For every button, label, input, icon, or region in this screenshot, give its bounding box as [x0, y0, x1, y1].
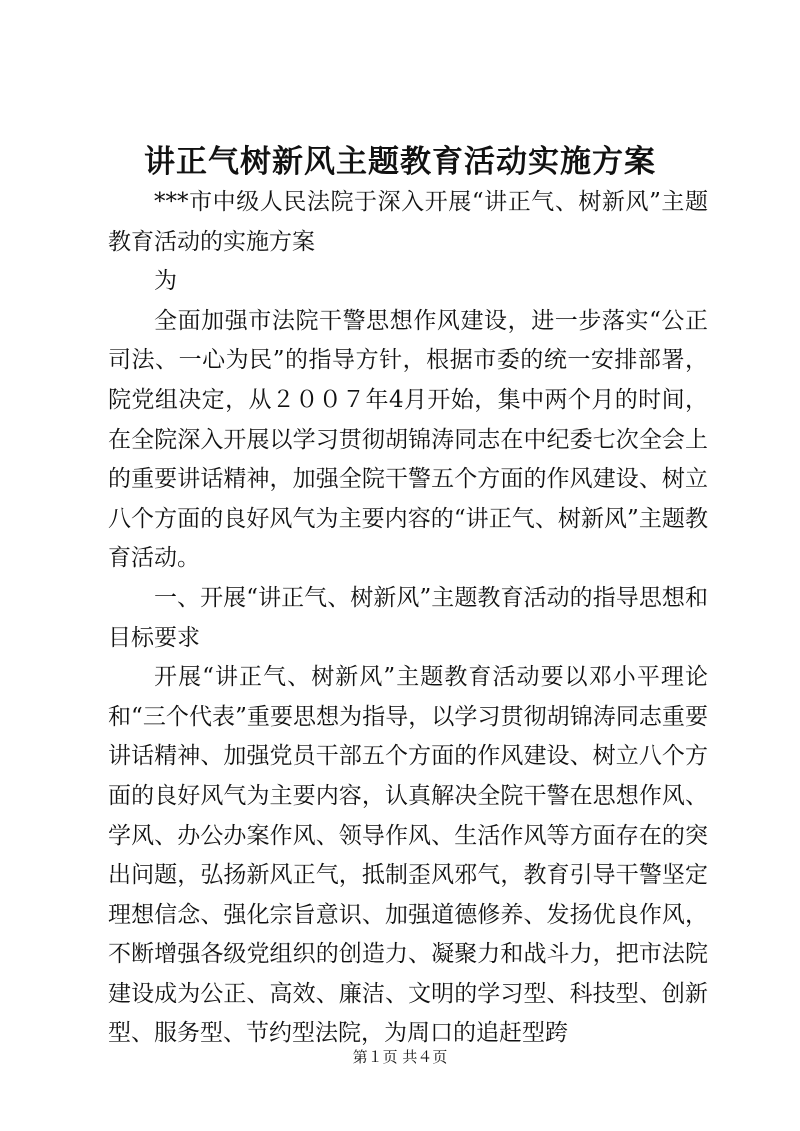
paragraph-intro-word: 为: [154, 268, 177, 295]
section-heading-1: 一、开展“讲正气、树新风”主题教育活动的指导思想和目标要求: [108, 584, 708, 651]
document-title: 讲正气树新风主题教育活动实施方案: [144, 144, 656, 180]
page-footer: 第１页 共４页: [352, 1048, 448, 1066]
paragraph-guiding-thought: 开展“讲正气、树新风”主题教育活动要以邓小平理论和“三个代表”重要思想为指导，以学习贯彻胡锦涛同志重要讲话精神、加强党员干部五个方面的作风建设、树立八个方面的良好风气为主要内容，认真解决全院干警在思想作风、学风、办公办案作风、领导作风、生活作风等方面存在的突出问题，弘扬新风正气，抵制歪风邪气，教育引导干警坚定理想信念、强化宗旨意识、加强道德修养、发扬优良作风，不断增强各级党组织的创造力、凝聚力和战斗力，把市法院建设成为公正、高效、廉洁、文明的学习型、科技型、创新型、服务型、节约型法院，为周口的追赶型跨: [108, 664, 708, 1047]
paragraph-overview: 全面加强市法院干警思想作风建设，进一步落实“公正司法、一心为民”的指导方针，根据市委的统一安排部署，院党组决定，从２００７年4月开始，集中两个月的时间，在全院深入开展以学习贯彻胡锦涛同志在中纪委七次全会上的重要讲话精神，加强全院干警五个方面的作风建设、树立八个方面的良好风气为主要内容的“讲正气、树新风”主题教育活动。: [108, 307, 708, 572]
document-body: [108, 183, 708, 1054]
paragraph-subtitle: ***市中级人民法院于深入开展“讲正气、树新风”主题教育活动的实施方案: [108, 189, 708, 255]
